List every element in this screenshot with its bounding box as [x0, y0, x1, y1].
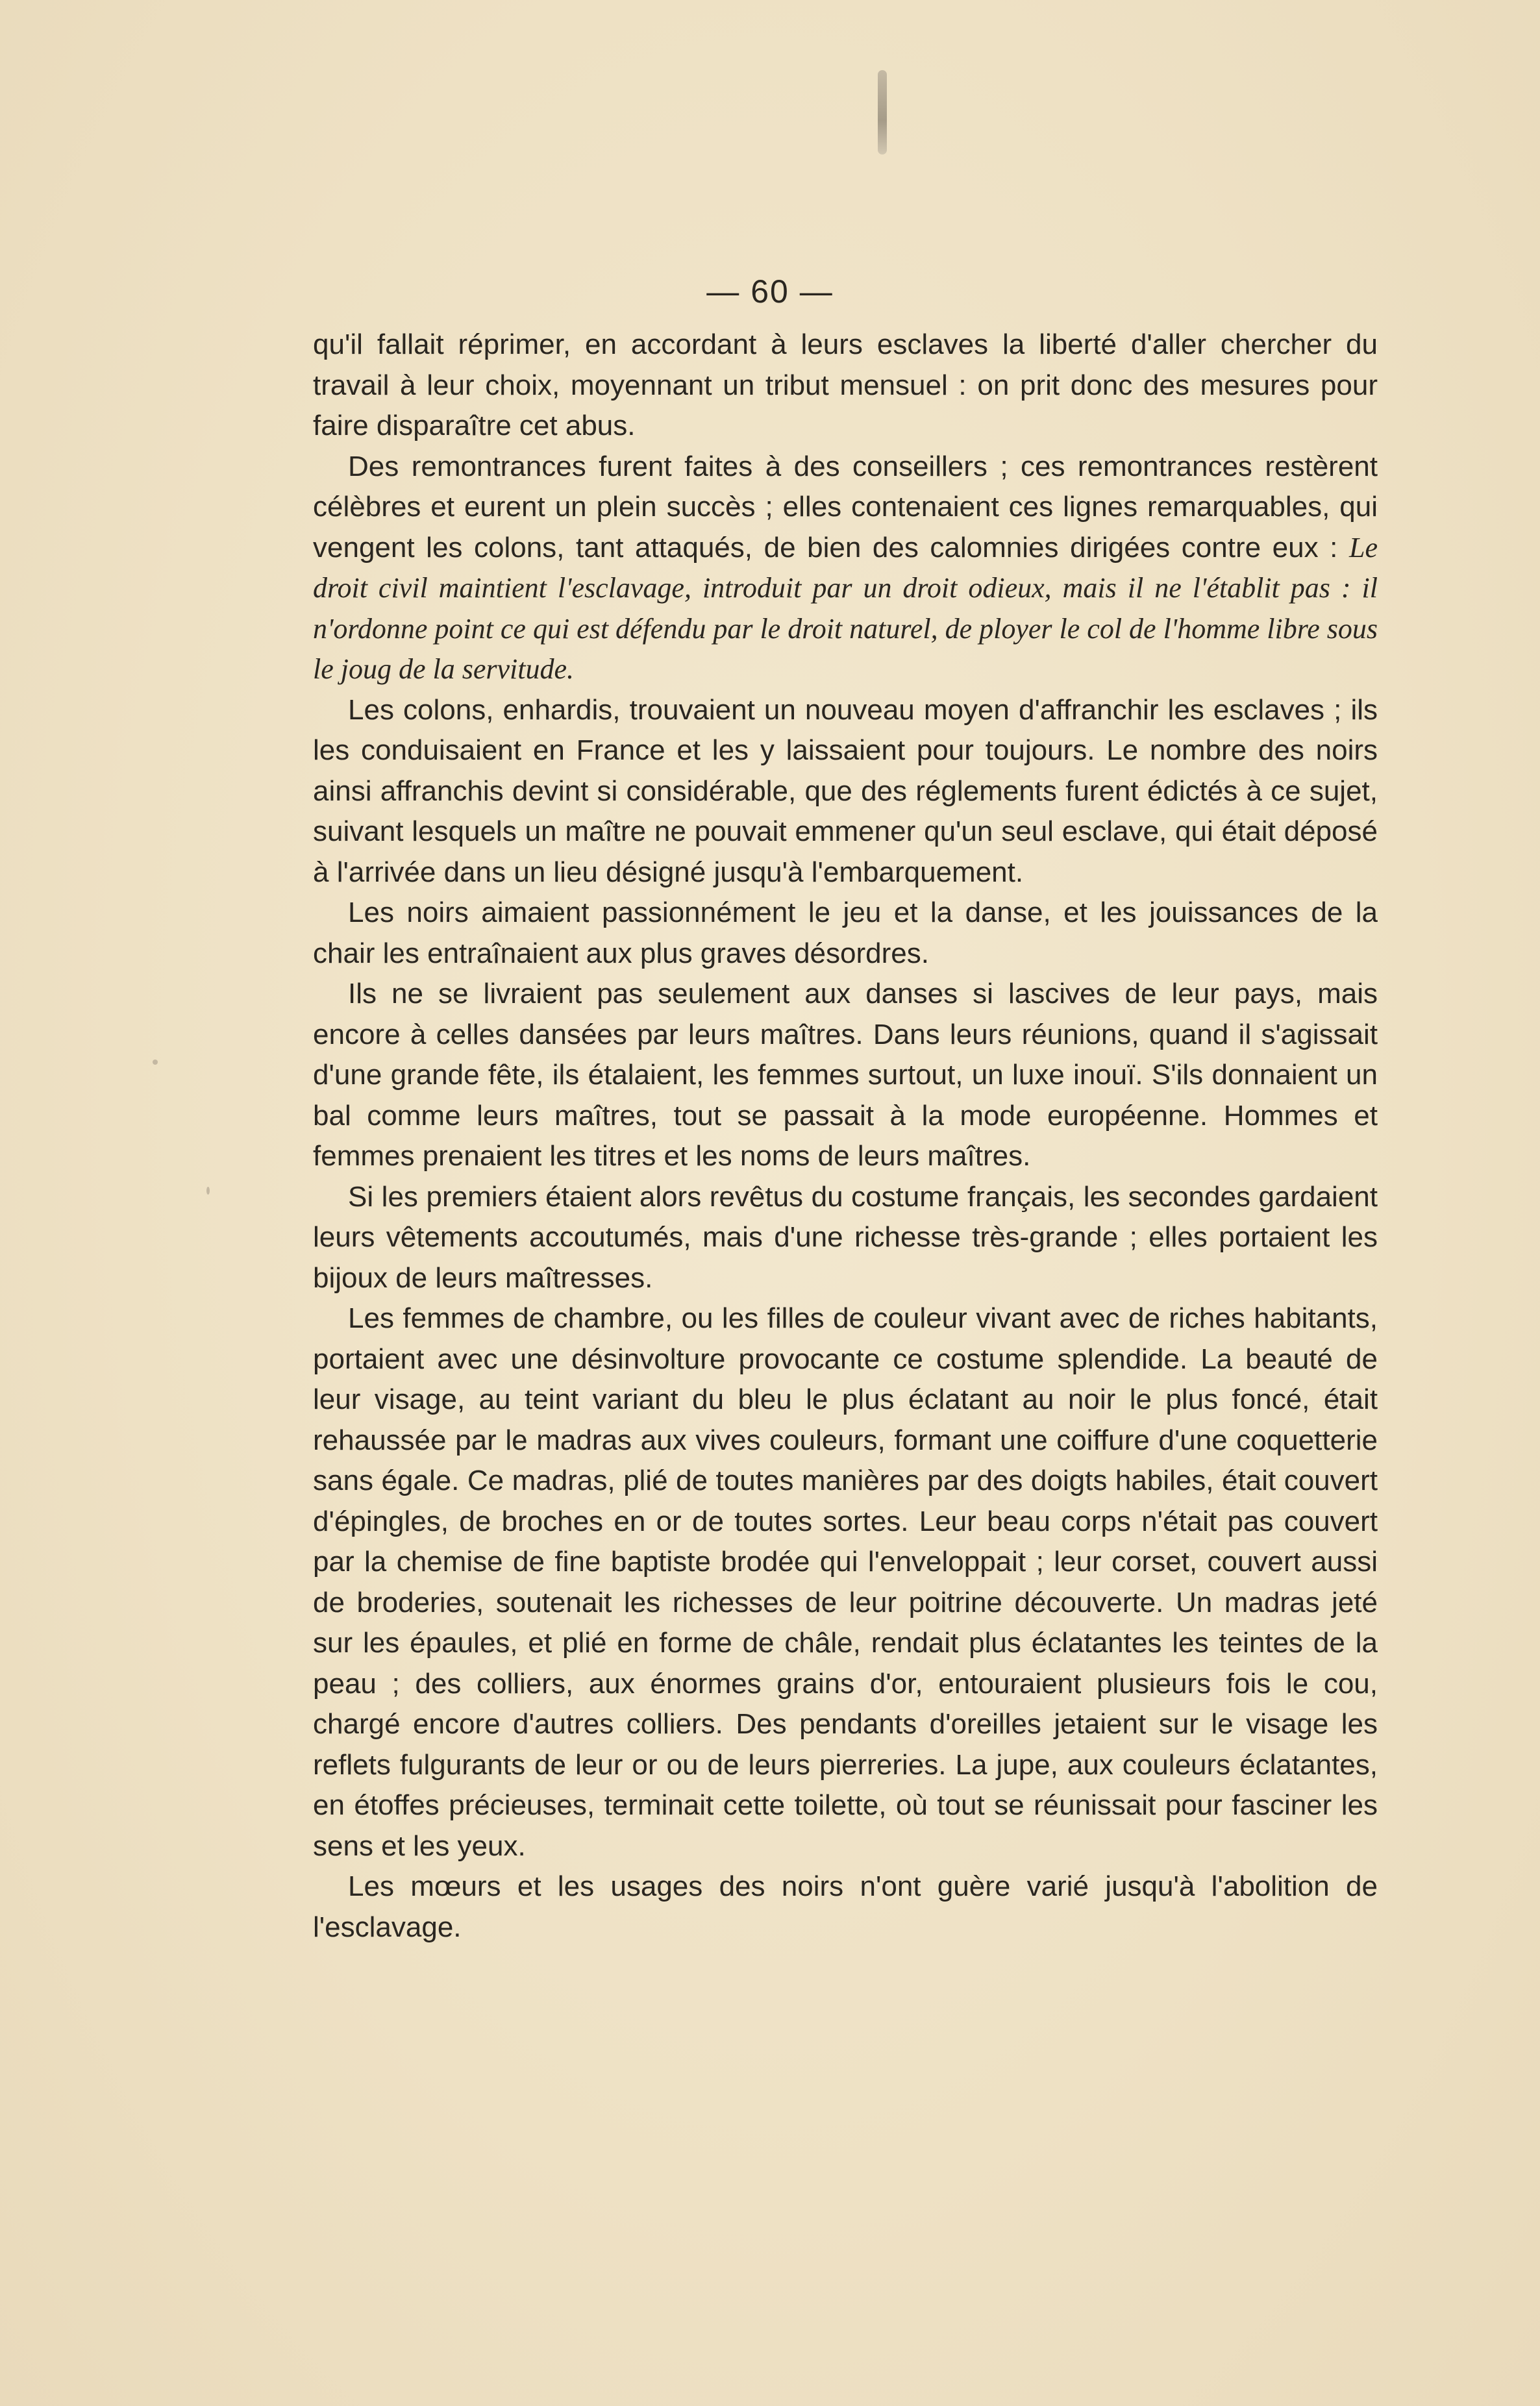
paragraph: Les noirs aimaient passionnément le jeu et la danse, et les jouissances de la chair les entraînaient aux plus graves désordres.	[313, 897, 1378, 969]
paragraph: Si les premiers étaient alors revêtus du costume français, les secondes gardaient leurs vêtements accoutumés, mais d'une richesse très-grande ; elles portaient les bijoux de leurs maîtresses.	[313, 1180, 1378, 1294]
paragraph-text: Des remontrances furent faites à des conseillers ; ces remontrances restèrent célèbres et eurent un plein succès ; elles contenaient ces lignes remarquables, qui vengent les colons, tant attaqués, de bien des calomnies dirigées contre eux :	[313, 450, 1378, 564]
paper-speck	[153, 1060, 158, 1065]
italic-quote: Le droit civil maintient l'esclavage, introduit par un droit odieux, mais il ne l'établit pas : il n'ordonne point ce qui est défendu par le droit naturel, de ployer le col de l'homme libre sous le joug de la servitude.	[313, 531, 1378, 685]
paragraph	[313, 447, 1378, 690]
paragraph: Les femmes de chambre, ou les filles de couleur vivant avec de riches habitants, portaient avec une désinvolture provocante ce costume splendide. La beauté de leur visage, au teint variant du bleu le plus éclatant au noir le plus foncé, était rehaussée par le madras aux vives couleurs, formant une coiffure d'une coquetterie sans égale. Ce madras, plié de toutes manières par des doigts habiles, était couvert d'épingles, de broches en or de toutes sortes. Leur beau corps n'était pas couvert par la chemise de fine baptiste brodée qui l'enveloppait ; leur corset, couvert aussi de broderies, soutenait les richesses de leur poitrine découverte. Un madras jeté sur les épaules, et plié en forme de châle, rendait plus éclatantes les teintes de la peau ; des colliers, aux énormes grains d'or, entouraient plusieurs fois le cou, chargé encore d'autres colliers. Des pendants d'oreilles jetaient sur le visage les reflets fulgurants de leur or ou de leurs pierreries. La jupe, aux couleurs éclatantes, en étoffes précieuses, terminait cette toilette, où tout se réunissait pour fasciner les sens et les yeux.	[313, 1302, 1378, 1862]
paragraph: qu'il fallait réprimer, en accordant à leurs esclaves la liberté d'aller chercher du travail à leur choix, moyennant un tribut mensuel : on prit donc des mesures pour faire disparaître cet abus.	[313, 329, 1378, 441]
paragraph: Ils ne se livraient pas seulement aux danses si lascives de leur pays, mais encore à celles dansées par leurs maîtres. Dans leurs réunions, quand il s'agissait d'une grande fête, ils étalaient, les femmes surtout, un luxe inouï. S'ils donnaient un bal comme leurs maîtres, tout se passait à la mode européenne. Hommes et femmes prenaient les titres et les noms de leurs maîtres.	[313, 978, 1378, 1172]
body-text	[313, 325, 1378, 1948]
paragraph: Les mœurs et les usages des noirs n'ont guère varié jusqu'à l'abolition de l'esclavage.	[313, 1870, 1378, 1943]
paper-speck	[206, 1187, 210, 1195]
paragraph: Les colons, enhardis, trouvaient un nouveau moyen d'affranchir les esclaves ; ils les conduisaient en France et les y laissaient pour toujours. Le nombre des noirs ainsi affranchis devint si considérable, que des réglements furent édictés à ce sujet, suivant lesquels un maître ne pouvait emmener qu'un seul esclave, qui était déposé à l'arrivée dans un lieu désigné jusqu'à l'embarquement.	[313, 693, 1378, 888]
page-number: — 60 —	[706, 273, 834, 310]
ink-mark	[878, 70, 887, 155]
